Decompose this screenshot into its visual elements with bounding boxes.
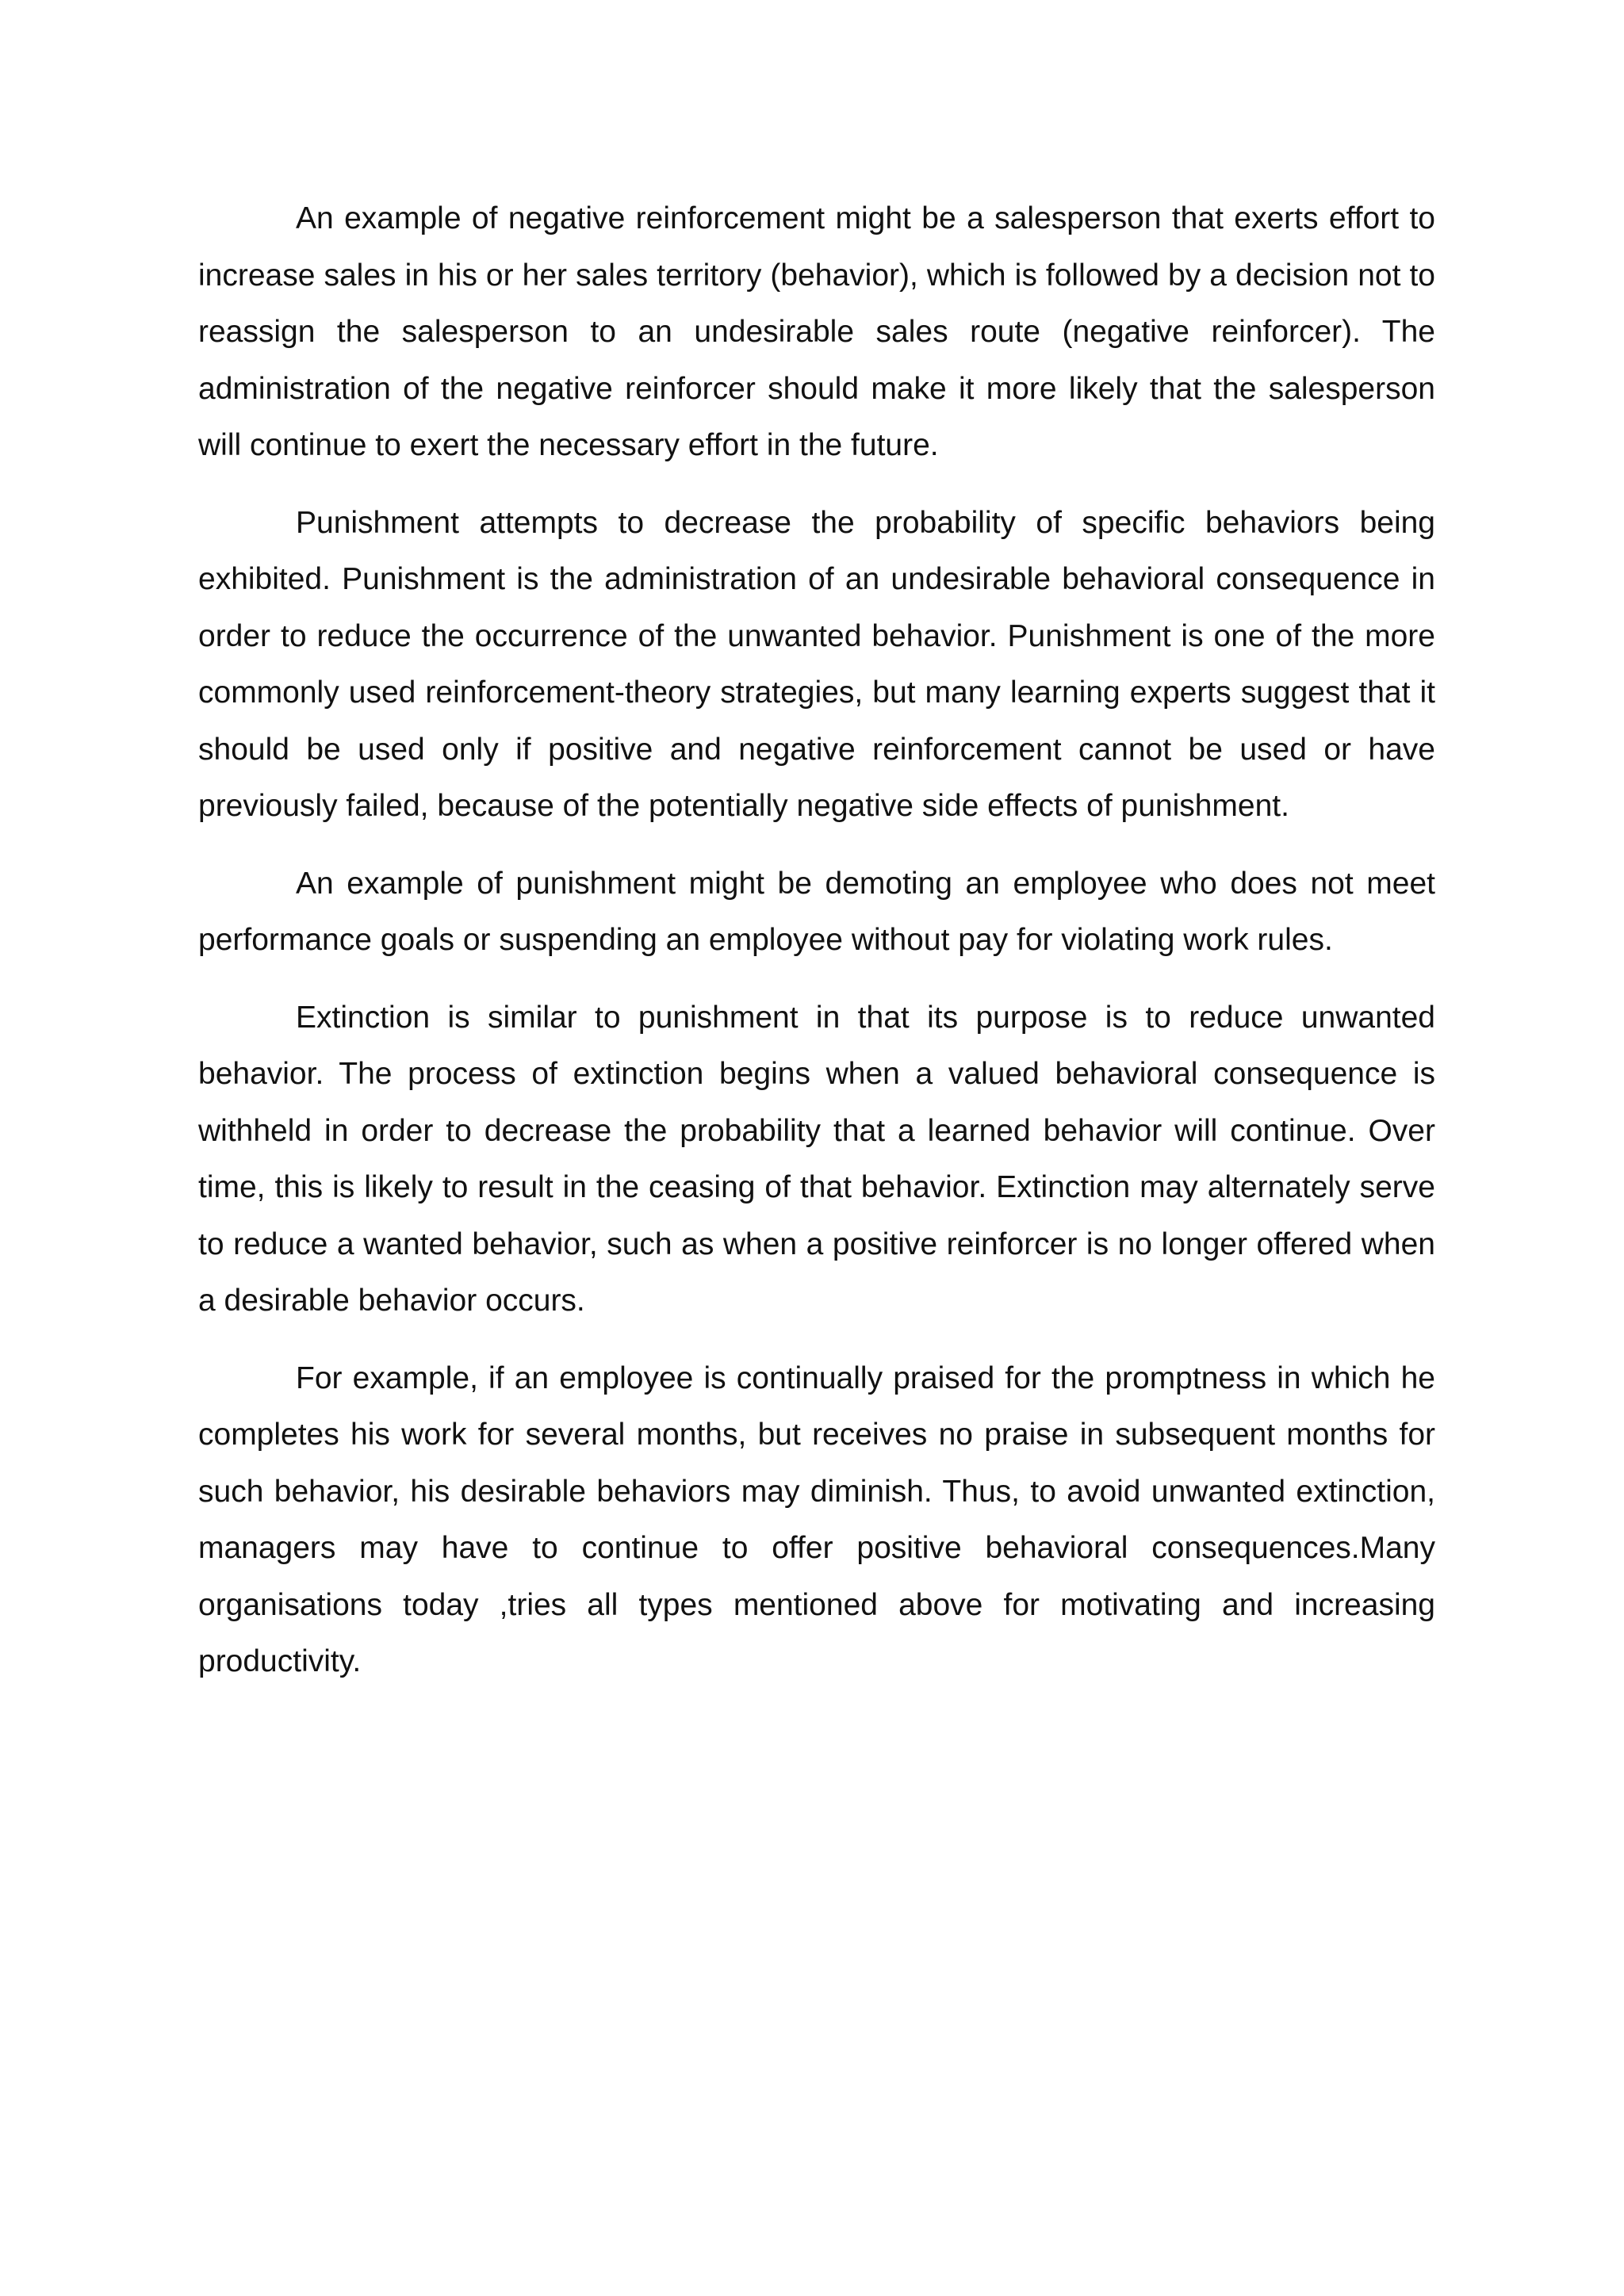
paragraph-extinction-definition: Extinction is similar to punishment in that its purpose is to reduce unwanted behavior. The process of extinction begins when a valued behavioral consequence is withheld in order to decrease the probability that a learned behavior will continue. Over time, this is likely to result in the ceasing of that behavior. Extinction may alternately serve to reduce a wanted behavior, such as when a positive reinforcer is no longer offered when a desirable behavior occurs. — [198, 1000, 1435, 1318]
paragraph-punishment-example: An example of punishment might be demoting an employee who does not meet performance goals or suspending an employee without pay for violating work rules. — [198, 866, 1435, 957]
paragraph-extinction-example: For example, if an employee is continually praised for the promptness in which he completes his work for several months, but receives no praise in subsequent months for such behavior, his desirable behaviors may diminish. Thus, to avoid unwanted extinction, managers may have to continue to offer positive behavioral consequences.Many organisations today ,tries all types mentioned above for motivating and increasing productivity. — [198, 1360, 1435, 1678]
document-body — [198, 190, 1435, 1711]
paragraph-negative-reinforcement-example: An example of negative reinforcement might be a salesperson that exerts effort to increase sales in his or her sales territory (behavior), which is followed by a decision not to reassign the salesperson to an undesirable sales route (negative reinforcer). The administration of the negative reinforcer should make it more likely that the salesperson will continue to exert the necessary effort in the future. — [198, 201, 1435, 462]
paragraph-punishment-definition: Punishment attempts to decrease the probability of specific behaviors being exhibited. Punishment is the administration of an undesirable behavioral consequence in order to reduce the occurrence of the unwanted behavior. Punishment is one of the more commonly used reinforcement-theory strategies, but many learning experts suggest that it should be used only if positive and negative reinforcement cannot be used or have previously failed, because of the potentially negative side effects of punishment. — [198, 505, 1435, 823]
